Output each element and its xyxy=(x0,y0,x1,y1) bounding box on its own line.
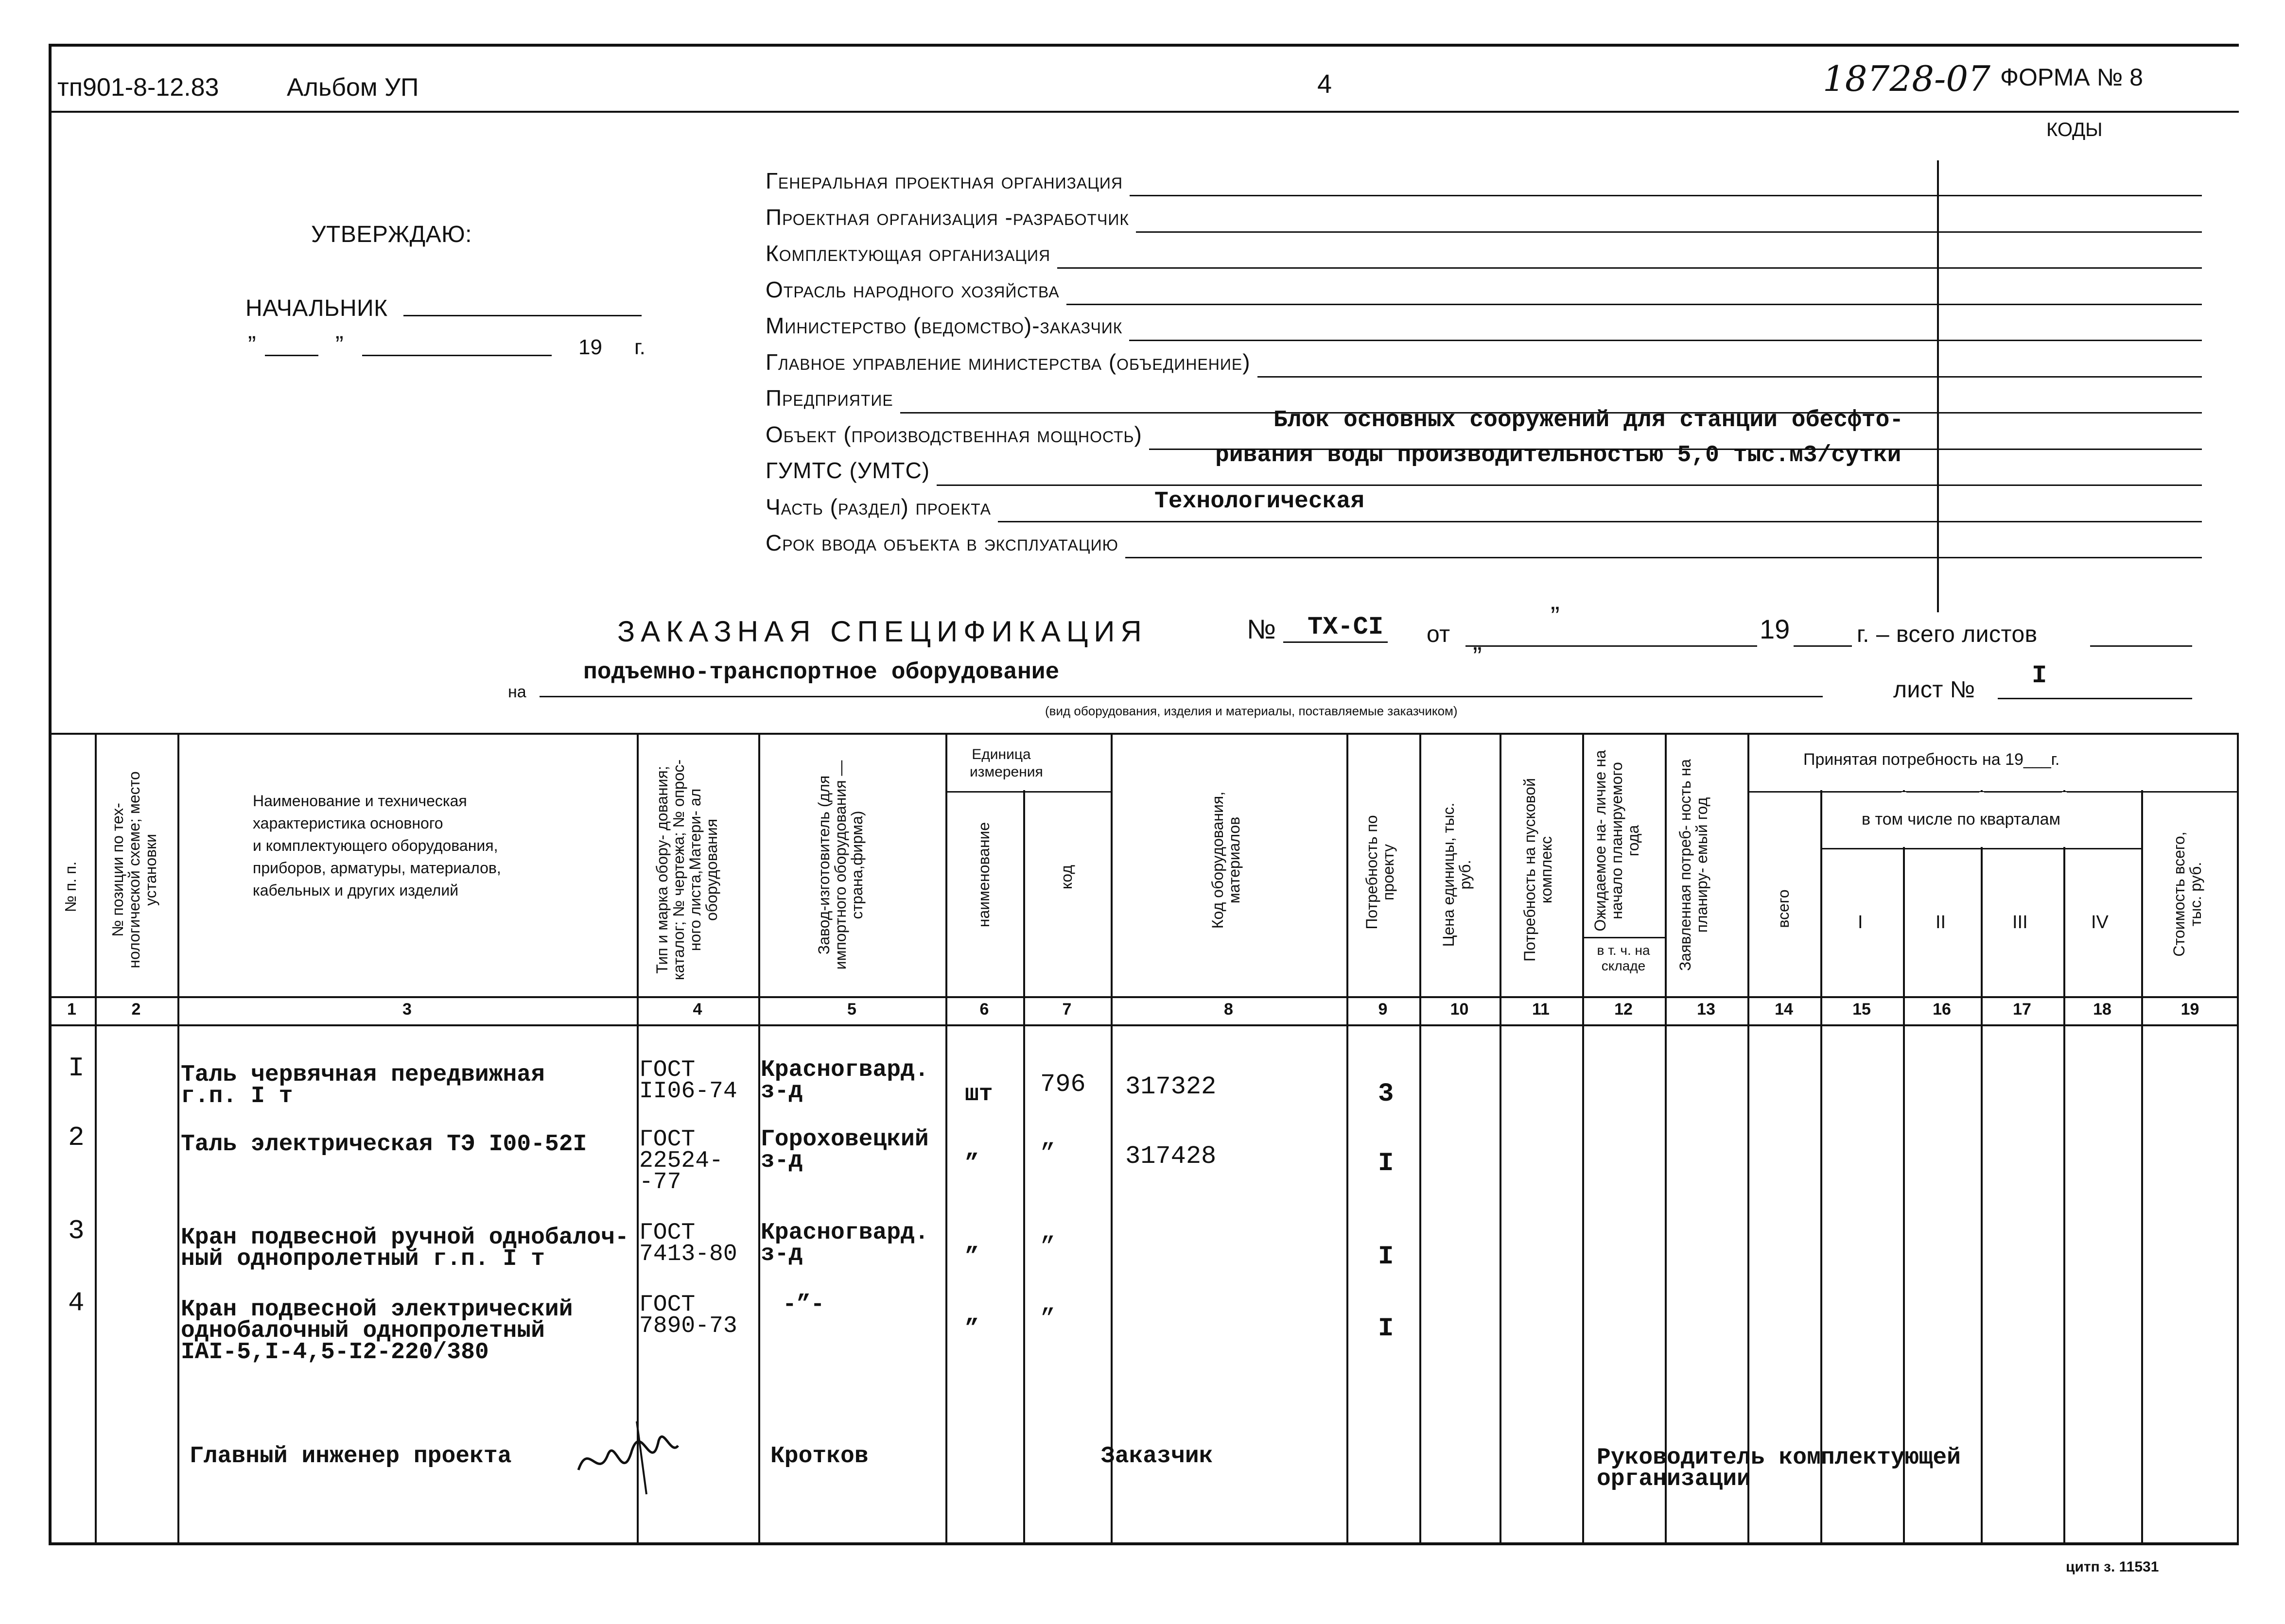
col-number: 13 xyxy=(1697,1000,1715,1019)
quarter-2-header: II xyxy=(1936,912,1946,933)
org-field-line-0[interactable] xyxy=(1130,195,2202,196)
row-code: 317322 xyxy=(1125,1072,1217,1101)
col-header-3 xyxy=(253,792,501,904)
row-type-line: ГОСТ xyxy=(639,1057,696,1083)
col-header-8: Код оборудования, материалов xyxy=(1208,791,1243,929)
row-unit-code: ” xyxy=(1040,1140,1056,1168)
org-field-label-1: Проектная организация -разработчик xyxy=(766,204,1130,230)
codes-label: КОДЫ xyxy=(2046,119,2103,140)
col-header-10: Цена единицы, тыс. руб. xyxy=(1439,802,1474,947)
col-header-5: Завод-изготовитель (для импортного оборудования —страна,фирма) xyxy=(815,760,866,970)
row-name-line: Таль электрическая ТЭ I00-52I xyxy=(181,1131,587,1158)
col-header-7: код xyxy=(1058,864,1075,890)
spec-number-value: ТХ-СI xyxy=(1308,613,1384,641)
col-header-3-line: и комплектующего оборудования, xyxy=(253,837,498,854)
col-number: 9 xyxy=(1378,1000,1388,1019)
org-field-line-9[interactable] xyxy=(998,521,2202,522)
org-field-label-9: Часть (раздел) проекта xyxy=(766,494,991,519)
date-quote-open: ” xyxy=(248,331,256,358)
row-name-line: г.п. I т xyxy=(181,1083,293,1109)
org-field-line-2[interactable] xyxy=(1057,267,2202,269)
row-name-line: Таль червячная передвижная xyxy=(181,1062,545,1088)
row-number: 2 xyxy=(68,1122,85,1153)
sheet-label: лист № xyxy=(1893,677,1975,703)
form-label: ФОРМА № 8 xyxy=(2000,64,2143,91)
row-number: 3 xyxy=(68,1215,85,1246)
row-type-line: -77 xyxy=(639,1169,681,1195)
org-field-value-8: ривания воды производительностью 5,0 тыс.м3/сутки xyxy=(1215,442,1901,468)
spec-on-label: на xyxy=(508,683,526,701)
col-number: 10 xyxy=(1450,1000,1469,1019)
row-maker-line: з-д xyxy=(761,1078,803,1105)
org-field-label-7: Объект (производственная мощность) xyxy=(766,421,1142,447)
row-maker-line: -”- xyxy=(783,1292,825,1318)
customer-label: Заказчик xyxy=(1101,1443,1213,1469)
spec-date-quote-2: ” xyxy=(1473,641,1482,672)
col-header-2: № позиции по тех- нологической схеме; место установки xyxy=(109,771,159,968)
spec-total-sheets-label: – всего листов xyxy=(1876,622,2038,647)
org-field-value-9: Технологическая xyxy=(1154,488,1365,515)
col-header-12a: Ожидаемое на- личие на начало планируемого года xyxy=(1591,750,1642,932)
row-number: 4 xyxy=(68,1287,85,1318)
col-number: 5 xyxy=(847,1000,856,1019)
chief-engineer-label: Главный инженер проекта xyxy=(190,1443,512,1469)
row-maker-line: Красногвард. xyxy=(761,1220,929,1246)
col-number: 11 xyxy=(1532,1000,1550,1019)
row-qty: 3 xyxy=(1378,1079,1394,1109)
org-field-label-8: ГУМТС (УМТС) xyxy=(766,458,930,483)
spec-title: ЗАКАЗНАЯ СПЕЦИФИКАЦИЯ xyxy=(617,615,1148,648)
col-header-4: Тип и марка обору- дования; каталог; № чертежа; № опрос- ного листа,Матери- ал оборудования xyxy=(653,759,720,981)
org-field-value-7: Блок основных сооружений для станции обесфто- xyxy=(1273,407,1904,433)
spec-date-quote-1: ” xyxy=(1551,601,1560,631)
album-label: Альбом УП xyxy=(287,73,419,102)
col-header-19: Стоимость всего, тыс. руб. xyxy=(2170,831,2204,957)
print-mark: цитп з. 11531 xyxy=(2066,1559,2159,1575)
row-type-line: ГОСТ xyxy=(639,1292,696,1318)
quarter-3-header: III xyxy=(2012,912,2028,933)
chief-label: НАЧАЛЬНИК xyxy=(245,295,388,321)
col-header-3-line: кабельных и других изделий xyxy=(253,881,459,899)
row-unit-code: ” xyxy=(1040,1305,1056,1333)
row-maker-line: Гороховецкий xyxy=(761,1126,929,1153)
supplier-head-line-2: организации xyxy=(1597,1466,1751,1492)
col-number: 14 xyxy=(1775,1000,1793,1019)
spec-on-value: подъемно-транспортное оборудование xyxy=(583,659,1060,686)
col-header-9: Потребность по проекту xyxy=(1363,815,1397,930)
supplier-head-line-1: Руководитель комплектующей xyxy=(1597,1445,1961,1471)
spec-number-label: № xyxy=(1247,614,1276,644)
row-maker-line: з-д xyxy=(761,1148,803,1174)
sheet-value: I xyxy=(2032,661,2047,690)
spec-year-label: 19 xyxy=(1760,614,1790,644)
col-number: 7 xyxy=(1062,1000,1072,1019)
spec-g-label: г. xyxy=(1857,622,1869,647)
row-unit: ” xyxy=(965,1316,979,1342)
row-name-line: ный однопролетный г.п. I т xyxy=(181,1246,545,1272)
col-header-1: № п. п. xyxy=(61,861,79,913)
org-field-line-8[interactable] xyxy=(937,484,2202,486)
row-unit: ” xyxy=(965,1244,979,1270)
row-name-line: однобалочный однопролетный xyxy=(181,1318,545,1344)
col-number: 2 xyxy=(131,1000,141,1019)
org-field-line-10[interactable] xyxy=(1125,557,2202,558)
approval-year-prefix: 19 xyxy=(578,335,602,359)
row-name-line: Кран подвесной ручной однобалоч- xyxy=(181,1225,629,1251)
row-unit-code: 796 xyxy=(1040,1070,1086,1099)
col-header-3-line: Наименование и техническая xyxy=(253,792,467,810)
org-field-line-1[interactable] xyxy=(1136,231,2202,233)
org-field-label-10: Срок ввода объекта в эксплуатацию xyxy=(766,530,1118,555)
spec-subnote: (вид оборудования, изделия и материалы, поставляемые заказчиком) xyxy=(1045,704,1458,718)
col-header-12b: в т. ч. на складе xyxy=(1597,943,1650,973)
quarter-4-header: IV xyxy=(2091,912,2109,933)
row-qty: I xyxy=(1378,1149,1394,1178)
row-type-line: ГОСТ xyxy=(639,1126,696,1153)
row-name-line: IAI-5,I-4,5-I2-220/380 xyxy=(181,1339,489,1365)
col-header-13: Заявленная потреб- ность на планиру- емый год xyxy=(1676,759,1710,971)
col-number: 4 xyxy=(693,1000,702,1019)
col-number: 1 xyxy=(67,1000,76,1019)
org-field-label-4: Министерство (ведомство)-заказчик xyxy=(766,313,1123,338)
row-maker-line: з-д xyxy=(761,1241,803,1267)
accepted-group-header: Принятая потребность на 19___г. xyxy=(1803,750,2060,769)
org-field-line-5[interactable] xyxy=(1257,376,2202,378)
quarter-1-header: I xyxy=(1858,912,1863,933)
org-field-label-6: Предприятие xyxy=(766,385,893,411)
col-number: 6 xyxy=(979,1000,989,1019)
col-header-6: наименование xyxy=(975,822,993,928)
col-number: 12 xyxy=(1614,1000,1633,1019)
quarters-group-header: в том числе по кварталам xyxy=(1862,810,2060,829)
col-number: 3 xyxy=(402,1000,412,1019)
org-field-line-3[interactable] xyxy=(1066,304,2202,305)
doc-code: тп901-8-12.83 xyxy=(57,73,219,102)
row-type-line: 22524- xyxy=(639,1148,723,1174)
row-unit-code: ” xyxy=(1040,1233,1056,1261)
org-field-label-5: Главное управление министерства (объединение) xyxy=(766,349,1251,375)
org-field-label-2: Комплектующая организация xyxy=(766,241,1051,266)
col-number: 8 xyxy=(1224,1000,1233,1019)
row-type-line: 7890-73 xyxy=(639,1313,737,1339)
signature-scribble xyxy=(574,1412,685,1499)
col-number: 19 xyxy=(2180,1000,2199,1019)
col-header-11: Потребность на пусковой комплекс xyxy=(1521,778,1555,962)
col-number: 16 xyxy=(1933,1000,1951,1019)
page-number: 4 xyxy=(1317,69,1332,99)
date-quote-close: ” xyxy=(335,331,344,358)
row-maker-line: Красногвард. xyxy=(761,1057,929,1083)
row-qty: I xyxy=(1378,1314,1394,1344)
row-type-line: II06-74 xyxy=(639,1078,737,1105)
row-unit: ” xyxy=(965,1151,979,1177)
row-qty: I xyxy=(1378,1242,1394,1272)
row-number: I xyxy=(68,1053,85,1084)
chief-engineer-name: Кротков xyxy=(770,1443,869,1469)
col-number: 17 xyxy=(2013,1000,2031,1019)
org-field-label-0: Генеральная проектная организация xyxy=(766,168,1123,193)
org-field-line-4[interactable] xyxy=(1129,340,2202,341)
row-name-line: Кран подвесной электрический xyxy=(181,1296,573,1323)
row-code: 317428 xyxy=(1125,1142,1217,1171)
approve-label: УТВЕРЖДАЮ: xyxy=(311,222,472,247)
row-type-line: ГОСТ xyxy=(639,1220,696,1246)
col-number: 15 xyxy=(1852,1000,1871,1019)
row-type-line: 7413-80 xyxy=(639,1241,737,1267)
col-header-14: всего xyxy=(1775,889,1792,928)
inventory-number: 18728-07 xyxy=(1823,58,1990,99)
spec-from-label: от xyxy=(1427,622,1450,647)
col-header-3-line: приборов, арматуры, материалов, xyxy=(253,859,501,877)
col-number: 18 xyxy=(2093,1000,2111,1019)
org-field-label-3: Отрасль народного хозяйства xyxy=(766,276,1060,302)
row-unit: шт xyxy=(965,1081,993,1107)
unit-group-header: Единица измерения xyxy=(970,746,1043,780)
col-header-3-line: характеристика основного xyxy=(253,814,443,832)
approval-year-suffix: г. xyxy=(634,335,645,359)
